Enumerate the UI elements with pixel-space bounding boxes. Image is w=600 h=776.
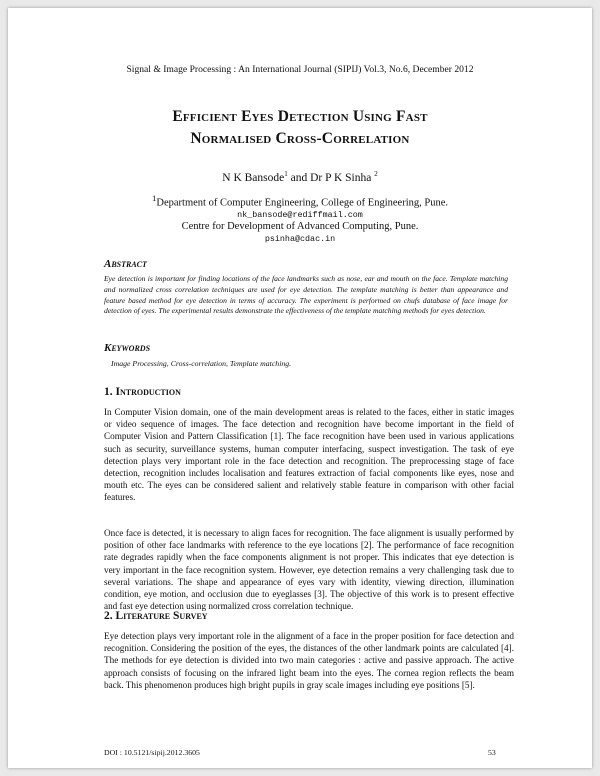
title-line-1: Efficient Eyes Detection Using Fast [172,108,428,125]
author-conjunction: and [290,171,308,184]
affiliation-1: Department of Computer Engineering, College of Engineering, Pune. [156,197,448,209]
section-2-heading: 2. Literature Survey [104,610,208,622]
author-2-sup: 2 [374,170,378,178]
section-1-paragraph-2: Once face is detected, it is necessary to align faces for recognition. The face alignment is usually performed by position of other face landmarks with reference to the eye locations [2]. The performance of face recognition rate degrades rapidly when the face components alignment is not proper. This indicates that eye detection is very important in the face recognition system. However, eye detection remains a very challenging task due to several variations. The shape and appearance of eyes vary with identity, viewing direction, illumination condition, eye motion, and occlusion due to eyeglasses [3]. The objective of this work is to present effective and fast eye detection using normalized cross correlation technique. [104,528,514,612]
section-2-paragraph-1: Eye detection plays very important role in the alignment of a face in the proper position for face detection and recognition. Considering the position of the eyes, the distances of the other landmark points are calculated [4]. The methods for eye detection is divided into two main categories : active and passive approach. The active approach consists of focusing on the infrared light beam into the eyes. The cornea region reflects the beam back. This phenomenon produces high bright pupils in gray scale images including eye positions [5]. [104,631,514,690]
author-1-sup: 1 [284,170,288,178]
author-list [8,170,592,184]
title-line-2: Normalised Cross-Correlation [190,130,410,147]
section-1-paragraph-1: In Computer Vision domain, one of the main development areas is related to the faces, either in static images or video sequence of images. The face detection and recognition have become important in the field of Computer Vision and Pattern Classification [1]. The face recognition have been used in various applications such as security, surveillance systems, human computer interfacing, suspect investigation. The task of eye detection plays very important role in the face detection and recognition. The preprocessing stage of face detection, recognition includes localisation and features extraction of facial components like eyes, nose and mouth etc. The eyes can be considered salient and relatively stable feature in comparison with other facial features. [104,407,514,503]
affiliation-1-sup: 1 [152,193,157,203]
page-number: 53 [488,748,496,757]
author-2: Dr P K Sinha [310,171,372,184]
keywords-text: Image Processing, Cross-correlation, Template matching. [111,359,292,368]
abstract-heading: Abstract [104,258,147,270]
email-1: nk_bansode@rediffmail.com [237,210,363,220]
paper-title [8,106,592,150]
abstract-text: Eye detection is important for finding locations of the face landmarks such as nose, ear and mouth on the face. Template matching and normalized cross correlation techniques are used for eye detection. The template matching is better than appearance and feature based method for eye detection in terms of accuracy. The experiment is performed on chufs database of face image for detection of eyes. The experimental results demonstrate the effectiveness of the template matching methods for eyes detection. [104,274,508,316]
author-1: N K Bansode [222,171,285,184]
keywords-heading: Keywords [104,342,151,354]
paper-page [8,8,592,768]
footer-doi: DOI : 10.5121/sipij.2012.3605 [104,748,200,757]
journal-header: Signal & Image Processing : An International Journal (SIPIJ) Vol.3, No.6, December 2012 [126,64,474,75]
affiliation-2: Centre for Development of Advanced Computing, Pune. [181,221,419,232]
section-1-heading: 1. Introduction [104,386,181,398]
affiliations [8,192,592,245]
email-2: psinha@cdac.in [264,233,336,244]
